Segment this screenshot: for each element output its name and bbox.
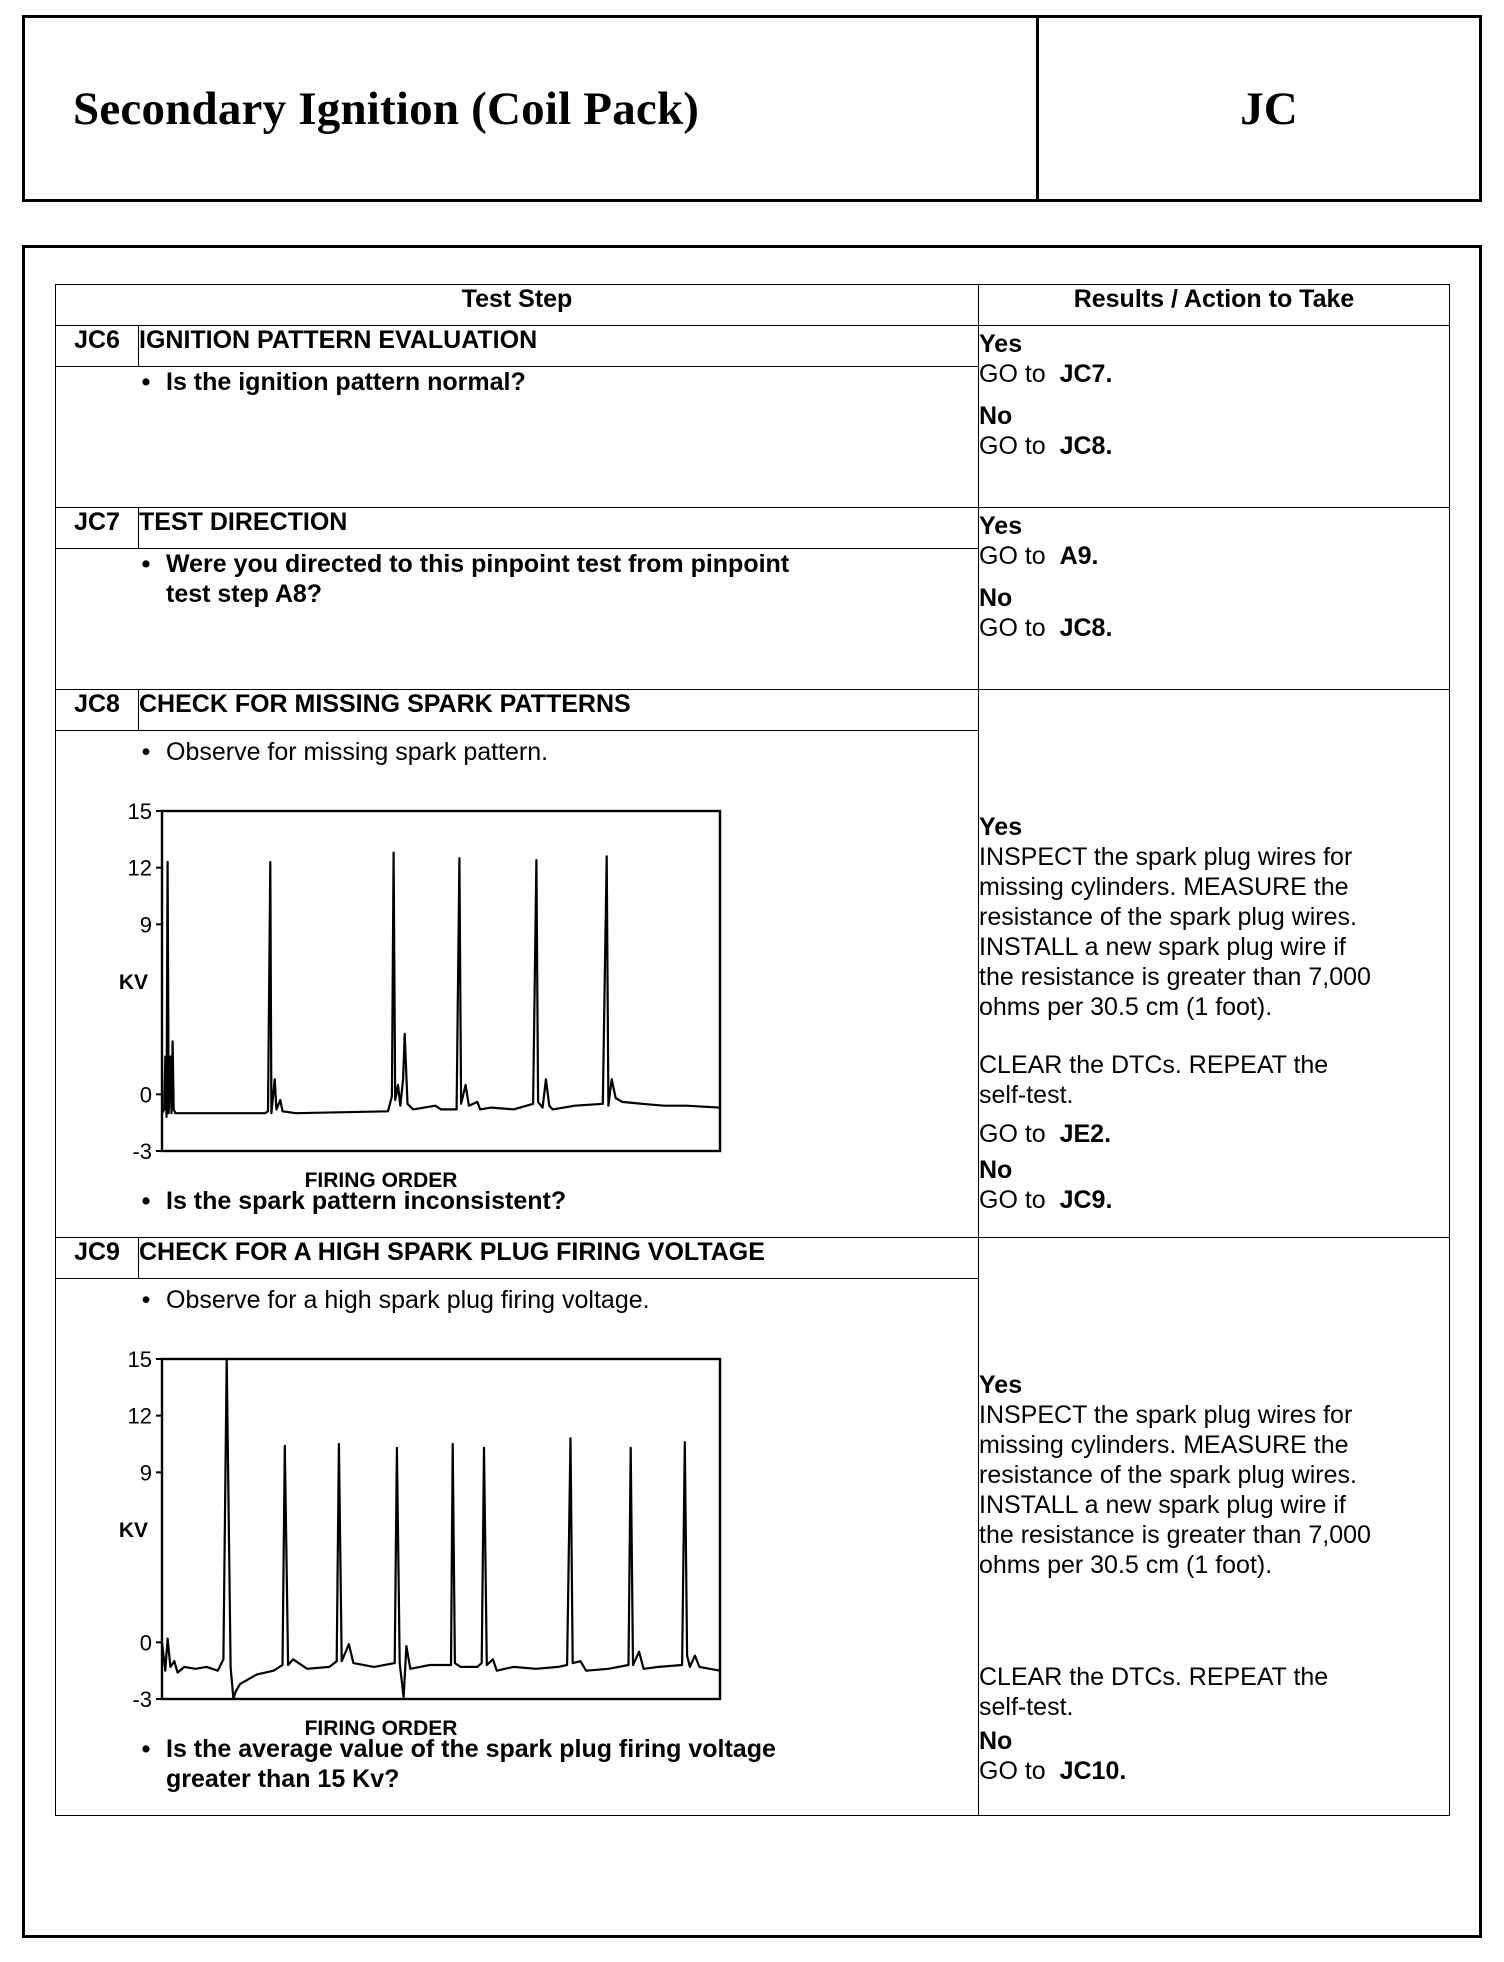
y-tick-label: 12	[127, 855, 152, 881]
plot-frame	[162, 811, 720, 1151]
result-line: missing cylinders. MEASURE the	[979, 1431, 1349, 1459]
step-body	[56, 731, 979, 1238]
go-target: JC8.	[1059, 432, 1113, 460]
question-line: Were you directed to this pinpoint test from pinpoint	[166, 550, 790, 578]
y-tick-label: 0	[139, 1082, 152, 1108]
result-line: ohms per 30.5 cm (1 foot).	[979, 1551, 1273, 1579]
result-label: Yes	[979, 512, 1023, 540]
step-code: JC7	[56, 508, 139, 549]
y-tick-label: -3	[132, 1139, 152, 1164]
step-name: CHECK FOR MISSING SPARK PATTERNS	[139, 690, 979, 731]
result-line: resistance of the spark plug wires.	[979, 903, 1357, 931]
step-name: TEST DIRECTION	[139, 508, 979, 549]
bullet-dot: •	[141, 368, 151, 396]
bullet-dot: •	[141, 1735, 151, 1763]
chart-svg	[56, 767, 756, 1187]
go-target: JC7.	[1059, 360, 1113, 388]
table-row	[56, 326, 1450, 367]
y-tick-label: 12	[127, 1403, 152, 1429]
result-no	[979, 583, 1449, 643]
result-label: Yes	[979, 813, 1023, 841]
result-line: missing cylinders. MEASURE the	[979, 873, 1349, 901]
observe-text: Observe for a high spark plug firing voltage.	[166, 1286, 650, 1314]
result-line: the resistance is greater than 7,000	[979, 1521, 1371, 1549]
go-target: A9.	[1059, 542, 1099, 570]
step-code: JC6	[56, 326, 139, 367]
result-text	[979, 1400, 1449, 1580]
result-line: CLEAR the DTCs. REPEAT the	[979, 1663, 1329, 1691]
go-text: GO to	[979, 614, 1046, 642]
question-line: Is the average value of the spark plug firing voltage	[166, 1735, 776, 1763]
go-text: GO to	[979, 1757, 1046, 1785]
chart-missing-spark	[56, 767, 978, 1192]
procedure-table	[55, 284, 1450, 1816]
result-text	[979, 842, 1449, 1022]
step-code: JC8	[56, 690, 139, 731]
waveform-trace	[162, 1359, 720, 1699]
result-no	[979, 401, 1449, 461]
bullet-dot: •	[141, 1187, 151, 1215]
table-row	[56, 690, 1450, 731]
chart-svg	[56, 1315, 756, 1735]
result-yes	[979, 329, 1449, 389]
waveform-trace	[162, 853, 720, 1117]
result-label: Yes	[979, 1371, 1023, 1399]
observe-bullet	[126, 1285, 978, 1315]
bullet-dot: •	[141, 1286, 151, 1314]
title-code-cell	[1039, 18, 1479, 199]
x-axis-label: FIRING ORDER	[304, 1717, 458, 1735]
step-question: Is the spark pattern inconsistent?	[166, 1187, 567, 1215]
title-box	[22, 15, 1482, 202]
page-title: Secondary Ignition (Coil Pack)	[73, 82, 700, 135]
bullet-dot: •	[141, 550, 151, 578]
result-line: CLEAR the DTCs. REPEAT the	[979, 1051, 1329, 1079]
y-axis-label: KV	[118, 1519, 148, 1542]
y-tick-label: -3	[132, 1687, 152, 1712]
result-line: INSPECT the spark plug wires for	[979, 843, 1353, 871]
column-header-test-step: Test Step	[56, 285, 979, 326]
result-line: self-test.	[979, 1693, 1074, 1721]
plot-frame	[162, 1359, 720, 1699]
result-label: No	[979, 1727, 1013, 1755]
y-tick-label: 15	[127, 799, 152, 824]
result-label: No	[979, 584, 1013, 612]
result-line: resistance of the spark plug wires.	[979, 1461, 1357, 1489]
title-main-cell	[25, 18, 1039, 199]
go-text: GO to	[979, 1186, 1046, 1214]
y-tick-label: 0	[139, 1630, 152, 1656]
table-row	[56, 1238, 1450, 1279]
step-name: CHECK FOR A HIGH SPARK PLUG FIRING VOLTAGE	[139, 1238, 979, 1279]
results-cell	[979, 326, 1450, 508]
go-text: GO to	[979, 432, 1046, 460]
go-target: JE2.	[1059, 1120, 1112, 1148]
step-name: IGNITION PATTERN EVALUATION	[139, 326, 979, 367]
go-target: JC9.	[1059, 1186, 1113, 1214]
x-axis-label: FIRING ORDER	[304, 1169, 458, 1187]
result-yes	[979, 511, 1449, 571]
result-line: self-test.	[979, 1081, 1074, 1109]
step-question	[166, 549, 789, 609]
result-label: No	[979, 402, 1013, 430]
step-body	[56, 1279, 979, 1816]
question-bullet	[126, 1734, 978, 1794]
go-text: GO to	[979, 1120, 1046, 1148]
step-question: Is the ignition pattern normal?	[166, 368, 526, 396]
question-bullet	[126, 549, 978, 609]
result-line: INSTALL a new spark plug wire if	[979, 933, 1346, 961]
question-line: test step A8?	[166, 580, 323, 608]
step-code: JC9	[56, 1238, 139, 1279]
step-body	[56, 367, 979, 508]
go-text: GO to	[979, 542, 1046, 570]
procedure-frame	[22, 245, 1482, 1938]
result-line: the resistance is greater than 7,000	[979, 963, 1371, 991]
question-line: greater than 15 Kv?	[166, 1765, 400, 1793]
section-code: JC	[1240, 82, 1298, 135]
observe-bullet	[126, 737, 978, 767]
bullet-dot: •	[141, 738, 151, 766]
results-cell	[979, 1238, 1450, 1816]
results-cell	[979, 508, 1450, 690]
y-tick-label: 15	[127, 1347, 152, 1372]
result-line: INSPECT the spark plug wires for	[979, 1401, 1353, 1429]
result-line: ohms per 30.5 cm (1 foot).	[979, 993, 1273, 1021]
step-body	[56, 549, 979, 690]
go-target: JC10.	[1059, 1757, 1127, 1785]
chart-high-voltage	[56, 1315, 978, 1740]
go-target: JC8.	[1059, 614, 1113, 642]
question-bullet	[126, 367, 978, 397]
y-axis-label: KV	[118, 971, 148, 994]
result-label: Yes	[979, 330, 1023, 358]
step-question	[166, 1734, 776, 1794]
result-line: INSTALL a new spark plug wire if	[979, 1491, 1346, 1519]
results-cell	[979, 690, 1450, 1238]
table-row	[56, 508, 1450, 549]
result-label: No	[979, 1156, 1013, 1184]
go-text: GO to	[979, 360, 1046, 388]
y-tick-label: 9	[139, 1460, 152, 1486]
observe-text: Observe for missing spark pattern.	[166, 738, 549, 766]
column-header-results: Results / Action to Take	[979, 285, 1450, 326]
y-tick-label: 9	[139, 912, 152, 938]
